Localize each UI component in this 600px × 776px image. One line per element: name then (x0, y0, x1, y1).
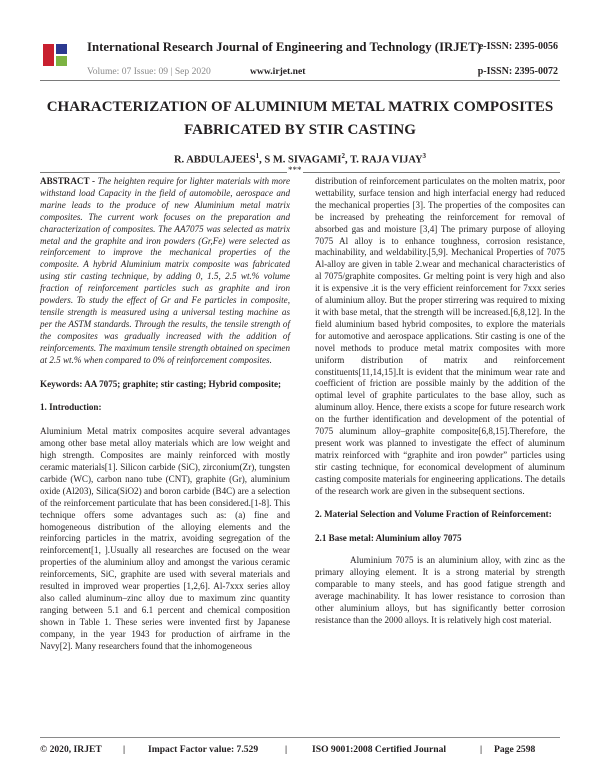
author-2-affil: 2 (341, 152, 346, 160)
author-1: R. ABDULAJEES (173, 154, 256, 166)
author-3-affil: 3 (422, 152, 427, 160)
intro-heading: 1. Introduction: (40, 402, 102, 413)
author-1-affil: 1 (255, 152, 260, 160)
author-2: , S M. SIVAGAMI (259, 154, 342, 166)
footer-divider (40, 737, 560, 738)
impact-label: Impact Factor value: (148, 744, 237, 755)
footer-page-number: Page 2598 (494, 744, 536, 755)
section-2-1-heading: 2.1 Base metal: Aluminium alloy 7075 (315, 533, 462, 544)
eissn: e-ISSN: 2395-0056 (478, 41, 558, 52)
footer-iso: ISO 9001:2008 Certified Journal (312, 744, 447, 755)
pissn: p-ISSN: 2395-0072 (477, 66, 558, 77)
impact-value: 7.529 (236, 744, 259, 755)
footer-sep-2: | (285, 744, 288, 755)
abstract (40, 176, 290, 367)
left-column (40, 176, 290, 653)
website-link[interactable]: www.irjet.net (250, 66, 306, 77)
journal-title: International Research Journal of Engineering and Technology (IRJET) (87, 40, 482, 54)
footer-copyright: © 2020, IRJET (40, 744, 102, 755)
section-2-heading: 2. Material Selection and Volume Fraction of Reinforcement: (315, 509, 552, 520)
right-column (315, 176, 565, 627)
intro-continued-paragraph: distribution of reinforcement particulates on the molten matrix, poor wettability, surface tension and high interfacial energy had reduced the mechanical properties [3]. The properties of the composites can be increased by preheating the reinforcement for removal of absorbed gas and moisture [3,4] The primary purpose of alloying 7075 Al alloy is to enhance toughness, corrosion resistance, machinability, and weldability.[5,9]. Mechanical Properties of 7075 Al-alloy are given in table 2.wear and mechanical characteristics of al 7075/graphite composites. Gr melting point is very high and also it is expensive .it is the very efficient reinforcement for 7xxx series of aluminium alloy. But the proper stirrering was required to mixing it with base metal, that the strength will be increased.[6,8,12]. In the field aluminium based hybrid composites, to explore the materials for automotive and aerospace applications. Stir casting is one of the novel methods to produce metal matrix composites with more uniform distribution of matrix and reinforcement constituents[11,14,15].It is evident that the minimum wear rate and coefficient of friction are possible mainly by the addition of the optimal level of graphite particulates to the base alloy, such as aluminum alloy. Hence, there exists a scope for future research work on the further identification and development of the potential of 7075 aluminum alloy–graphite composite[6,8,15].Therefore, the present work was planned to investigate the effect of aluminum matrix reinforced with “graphite and iron powder” particles using stir casting technique, for economical development of aluminum casting composite materials for engineering applications. The details of the research work are given in the subsequent sections. (315, 176, 565, 496)
footer-impact-factor (148, 744, 258, 755)
paper-title-line1: CHARACTERIZATION OF ALUMINIUM METAL MATRIX COMPOSITES (46, 99, 554, 115)
section-2-1-paragraph: Aluminium 7075 is an aluminium alloy, with zinc as the primary alloying element. It is a strong material by strength comparable to many steels, and has good fatigue strength and average machinability. It has lower resistance to corrosion than other aluminium alloys, but has significantly better corrosion resistance than the 2000 alloys. It is relatively high cost material. (315, 555, 565, 625)
footer-sep-3: | (480, 744, 483, 755)
author-3: , T. RAJA VIJAY (345, 154, 423, 166)
abstract-label: ABSTRACT - (40, 176, 98, 186)
journal-header (40, 38, 568, 78)
author-list (40, 152, 560, 166)
volume-issue: Volume: 07 Issue: 09 | Sep 2020 (87, 66, 211, 77)
abstract-text: The heighten require for lighter materials with more withstand load Capacity in the field of automobile, aerospace and marine leads to the produce of new Aluminium metal matrix composites. The current work focuses on the preparation and characterization of composites. The AA7075 was selected as matrix metal and the graphite and iron powders (Gr,Fe) were selected as reinforcement to improve the mechanical properties of the composite. A hybrid Aluminium matrix composite was fabricated using stir casting technique, by adding 0, 1.5, 2.5 wt.% volume fraction of reinforcement particles such as graphite and iron powders. To study the effect of Gr and Fe particles in composite, tensile strength is measured using a universal testing machine as per the ASTM standards. Through the results, the tensile strength of the composites was gradually increased with the addition of reinforcements. The maximum tensile strength obtained on specimen at 2.5 wt.% when compared to 0% of reinforcement composites. (40, 176, 290, 365)
footer-sep-1: | (123, 744, 126, 755)
keywords: Keywords: AA 7075; graphite; stir casting; Hybrid composite; (40, 378, 282, 389)
irjet-logo-icon (40, 40, 70, 70)
separator-stars: *** (288, 165, 302, 175)
header-divider (40, 80, 560, 81)
paper-title-line2: FABRICATED BY STIR CASTING (184, 122, 416, 138)
intro-paragraph: Aluminium Metal matrix composites acquire several advantages among other base metal alloy materials which are low weight and high strength. Composites are mainly reinforced with mostly ceramic materials[1]. Silicon carbide (SiC), zirconium(Zr), tungsten carbide (WC), carbon nano tube (CNT), graphite (Gr), aluminium oxide (Al203), Silica(SiO2) and boron carbide (B4C) are a selection of the reinforcement particulate that has been considered.[1-8]. This technique offers some advantages such as: (a) fine and homogeneous distribution of the alloying elements and the reinforcing particles in the matrix, avoiding segregation of the reinforcement[1, ].Usually all researches are focused on the wear properties of the aluminium alloy and amongst the various ceramic reinforcements, SiC, graphite are used with several materials and resulted in improved wear properties [1,2,6]. Al-7xxx series alloy also called aluminum–zinc alloy due to maximum zinc quantity ranging between 5.1 and 6.1 percent and chemical composition shown in Table 1. These series were invented first by Japanese company, in the year 1943 for production of airframe in the Navy[2]. Many researchers found that the inhomogeneous (40, 426, 290, 651)
